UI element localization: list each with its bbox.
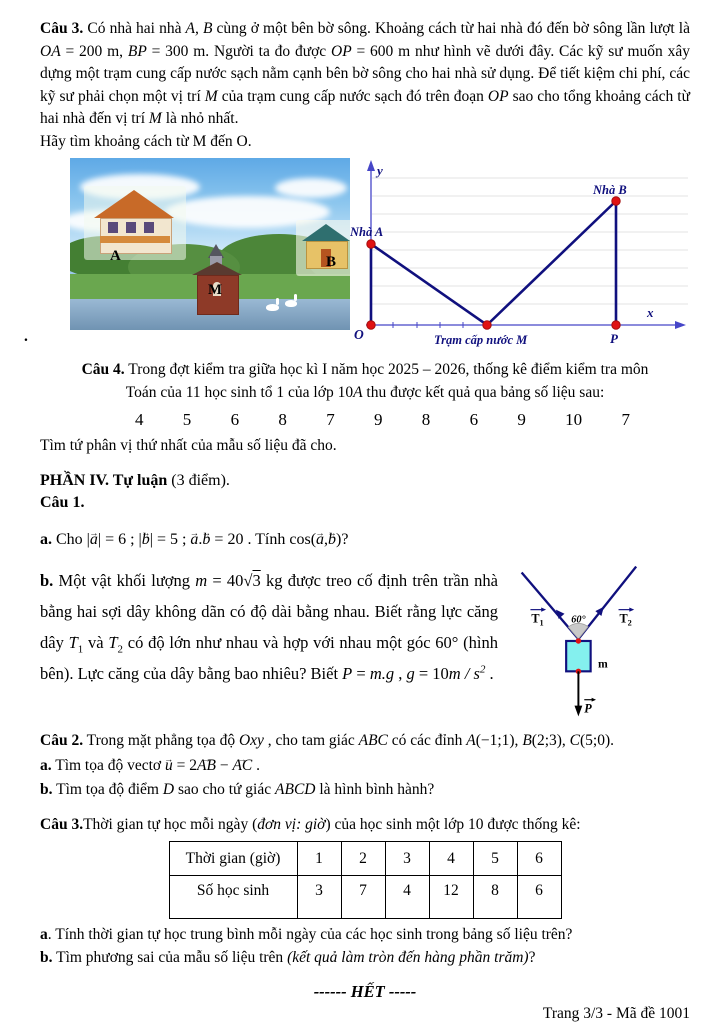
score-value: 6	[469, 410, 479, 429]
coordinate-diagram	[350, 158, 690, 348]
table-cell: 5	[473, 842, 517, 876]
table-row	[169, 842, 561, 876]
table-cell: 7	[341, 876, 385, 919]
cau4-scores	[135, 408, 630, 432]
table-header-cell: Thời gian (giờ)	[169, 842, 297, 876]
score-value: 5	[182, 410, 192, 429]
label-nha-a: Nhà A	[350, 225, 384, 239]
weight-label	[584, 698, 596, 716]
photo-label-a: A	[110, 248, 121, 264]
label-x: x	[647, 305, 654, 320]
score-value: 7	[326, 410, 335, 429]
svg-text:T1: $T_1$	[531, 611, 544, 628]
point-m	[483, 321, 491, 329]
score-value: 9	[517, 410, 526, 429]
table-cell: 4	[385, 876, 429, 919]
table-cell: 6	[517, 876, 561, 919]
cloud	[275, 178, 347, 198]
point-house-a	[367, 240, 375, 248]
cau1-heading: Câu 1.	[40, 494, 85, 511]
cau3b-part-a: a. Tính thời gian tự học trung bình mỗi ngày của các học sinh trong bảng số liệu trên?	[40, 926, 573, 943]
river-landscape-photo	[70, 158, 350, 330]
page-number: Trang 3/3 - Mã đề 1001	[542, 1005, 690, 1022]
x-axis-arrow	[675, 321, 686, 329]
swan	[266, 304, 279, 311]
cau2-part-a: a. Tìm tọa độ vectơ u → = 2AB → − AC → .	[40, 754, 690, 778]
swan-neck	[294, 294, 297, 301]
score-value: 7	[621, 410, 630, 429]
score-value: 8	[421, 410, 431, 429]
cau2-line: Câu 2. Trong mặt phẳng tọa độ Oxy , cho tam giác ABC có các đỉnh A(−1;1), B(2;3), C(5;0).	[40, 732, 615, 749]
table-cell: 3	[385, 842, 429, 876]
cau1-part-b-text: b. Một vật khối lượng m = 40√3 kg được treo cố định trên trần nhà bằng hai sợi dây không dãn có độ dài bằng nhau. Biết rằng lực căng dây $T \to_1$ và $T \to_2$ có độ lớn như nhau và hợp với nhau một góc 60° (hình bên). Lực căng của dây bằng bao nhiêu? Biết P = m.g , $g = 10m / s^2$ .	[40, 565, 498, 689]
points	[367, 197, 620, 329]
swan	[285, 300, 297, 307]
end-marker: ------ HẾT -----	[313, 982, 417, 1001]
cau3-figures	[24, 158, 690, 350]
svg-text:P: P	[584, 701, 592, 716]
cau1-part-b-row	[40, 565, 690, 719]
label-p: P	[610, 331, 618, 346]
label-y: y	[377, 163, 383, 178]
mass-label: m	[597, 657, 608, 671]
label-nha-b: Nhà B	[593, 183, 627, 197]
y-axis-arrow	[367, 160, 375, 171]
cau3b-part-b: b. Tìm phương sai của mẫu số liệu trên (kết quả làm tròn đến hàng phần trăm)?	[40, 949, 536, 966]
house-b-roof	[302, 224, 350, 241]
study-time-table	[169, 841, 562, 919]
table-row	[169, 876, 561, 919]
label-tram-m: Trạm cấp nước M	[434, 333, 528, 347]
t2-label	[619, 607, 635, 627]
cau3-problem-text: Câu 3. Có nhà hai nhà A, B cùng ở một bên bờ sông. Khoảng cách từ hai nhà đó đến bờ sông lần lượt là OA = 200 m, BP = 300 m. Người ta đo được OP = 600 m như hình vẽ dưới đây. Các kỹ sư muốn xây dựng một trạm cung cấp nước sạch nằm cạnh bên bờ sông cho hai nhà sử dụng. Để tiết kiệm chi phí, các kỹ sư phải chọn một vị trí M của trạm cung cấp nước sạch đó trên đoạn OP sao cho tổng khoảng cách từ hai nhà đến vị trí M là nhỏ nhất.	[40, 20, 690, 127]
label-o: O	[354, 327, 364, 342]
distance-lines	[371, 201, 616, 325]
score-value: 8	[278, 410, 287, 429]
mass-box	[566, 641, 590, 671]
photo-label-m: M	[208, 282, 223, 298]
cau4-line2: Toán của 11 học sinh tổ 1 của lớp 10A thu được kết quả qua bảng số liệu sau:	[125, 383, 605, 401]
top-joint-dot	[576, 638, 581, 643]
table-cell: 8	[473, 876, 517, 919]
score-value: 9	[373, 410, 383, 429]
angle-label: 60°	[571, 614, 586, 626]
table-cell: 6	[517, 842, 561, 876]
house-a-roof	[94, 190, 174, 218]
table-header-cell: Số học sinh	[169, 876, 297, 919]
house-a-window	[126, 222, 136, 233]
table-cell: 3	[297, 876, 341, 919]
table-cell: 1	[297, 842, 341, 876]
score-value: 4	[135, 410, 144, 429]
cau1-part-a: a. Cho |a →| = 6 ; |b →| = 5 ; a →.b → = 20 . Tính cos(a →,b →)?	[40, 525, 690, 555]
t1-label	[530, 607, 546, 627]
table-cell: 4	[429, 842, 473, 876]
stray-period: .	[24, 328, 28, 345]
photo-label-b: B	[326, 254, 337, 270]
score-value: 10	[565, 410, 583, 429]
point-o	[367, 321, 375, 329]
point-p	[612, 321, 620, 329]
cau3b-line: Câu 3.Thời gian tự học mỗi ngày (đơn vị: giờ) của học sinh một lớp 10 được thống kê:	[40, 816, 581, 833]
score-value: 6	[230, 410, 240, 429]
cau3-final-question: Hãy tìm khoảng cách từ M đến O.	[40, 132, 252, 150]
house-a-strip	[100, 236, 170, 243]
swan-neck	[276, 298, 279, 305]
cau4-line1: Câu 4. Trong đợt kiểm tra giữa học kì I năm học 2025 – 2026, thống kê điểm kiểm tra môn	[81, 361, 649, 378]
table-cell: 12	[429, 876, 473, 919]
house-a-window	[108, 222, 118, 233]
cau4-question: Tìm tứ phân vị thứ nhất của mẫu số liệu đã cho.	[40, 437, 337, 454]
cau4-block	[40, 359, 690, 457]
table-cell: 2	[341, 842, 385, 876]
station-roof	[192, 262, 242, 275]
point-house-b	[612, 197, 620, 205]
house-a-window	[144, 222, 154, 233]
phan4-heading: PHẦN IV. Tự luận (3 điểm).	[40, 472, 230, 489]
svg-text:T2: $T_2$	[619, 611, 632, 628]
weight-arrowhead	[574, 706, 582, 717]
tension-diagram	[504, 561, 690, 719]
cau2-part-b: b. Tìm tọa độ điểm D sao cho tứ giác ABCD là hình bình hành?	[40, 780, 435, 798]
